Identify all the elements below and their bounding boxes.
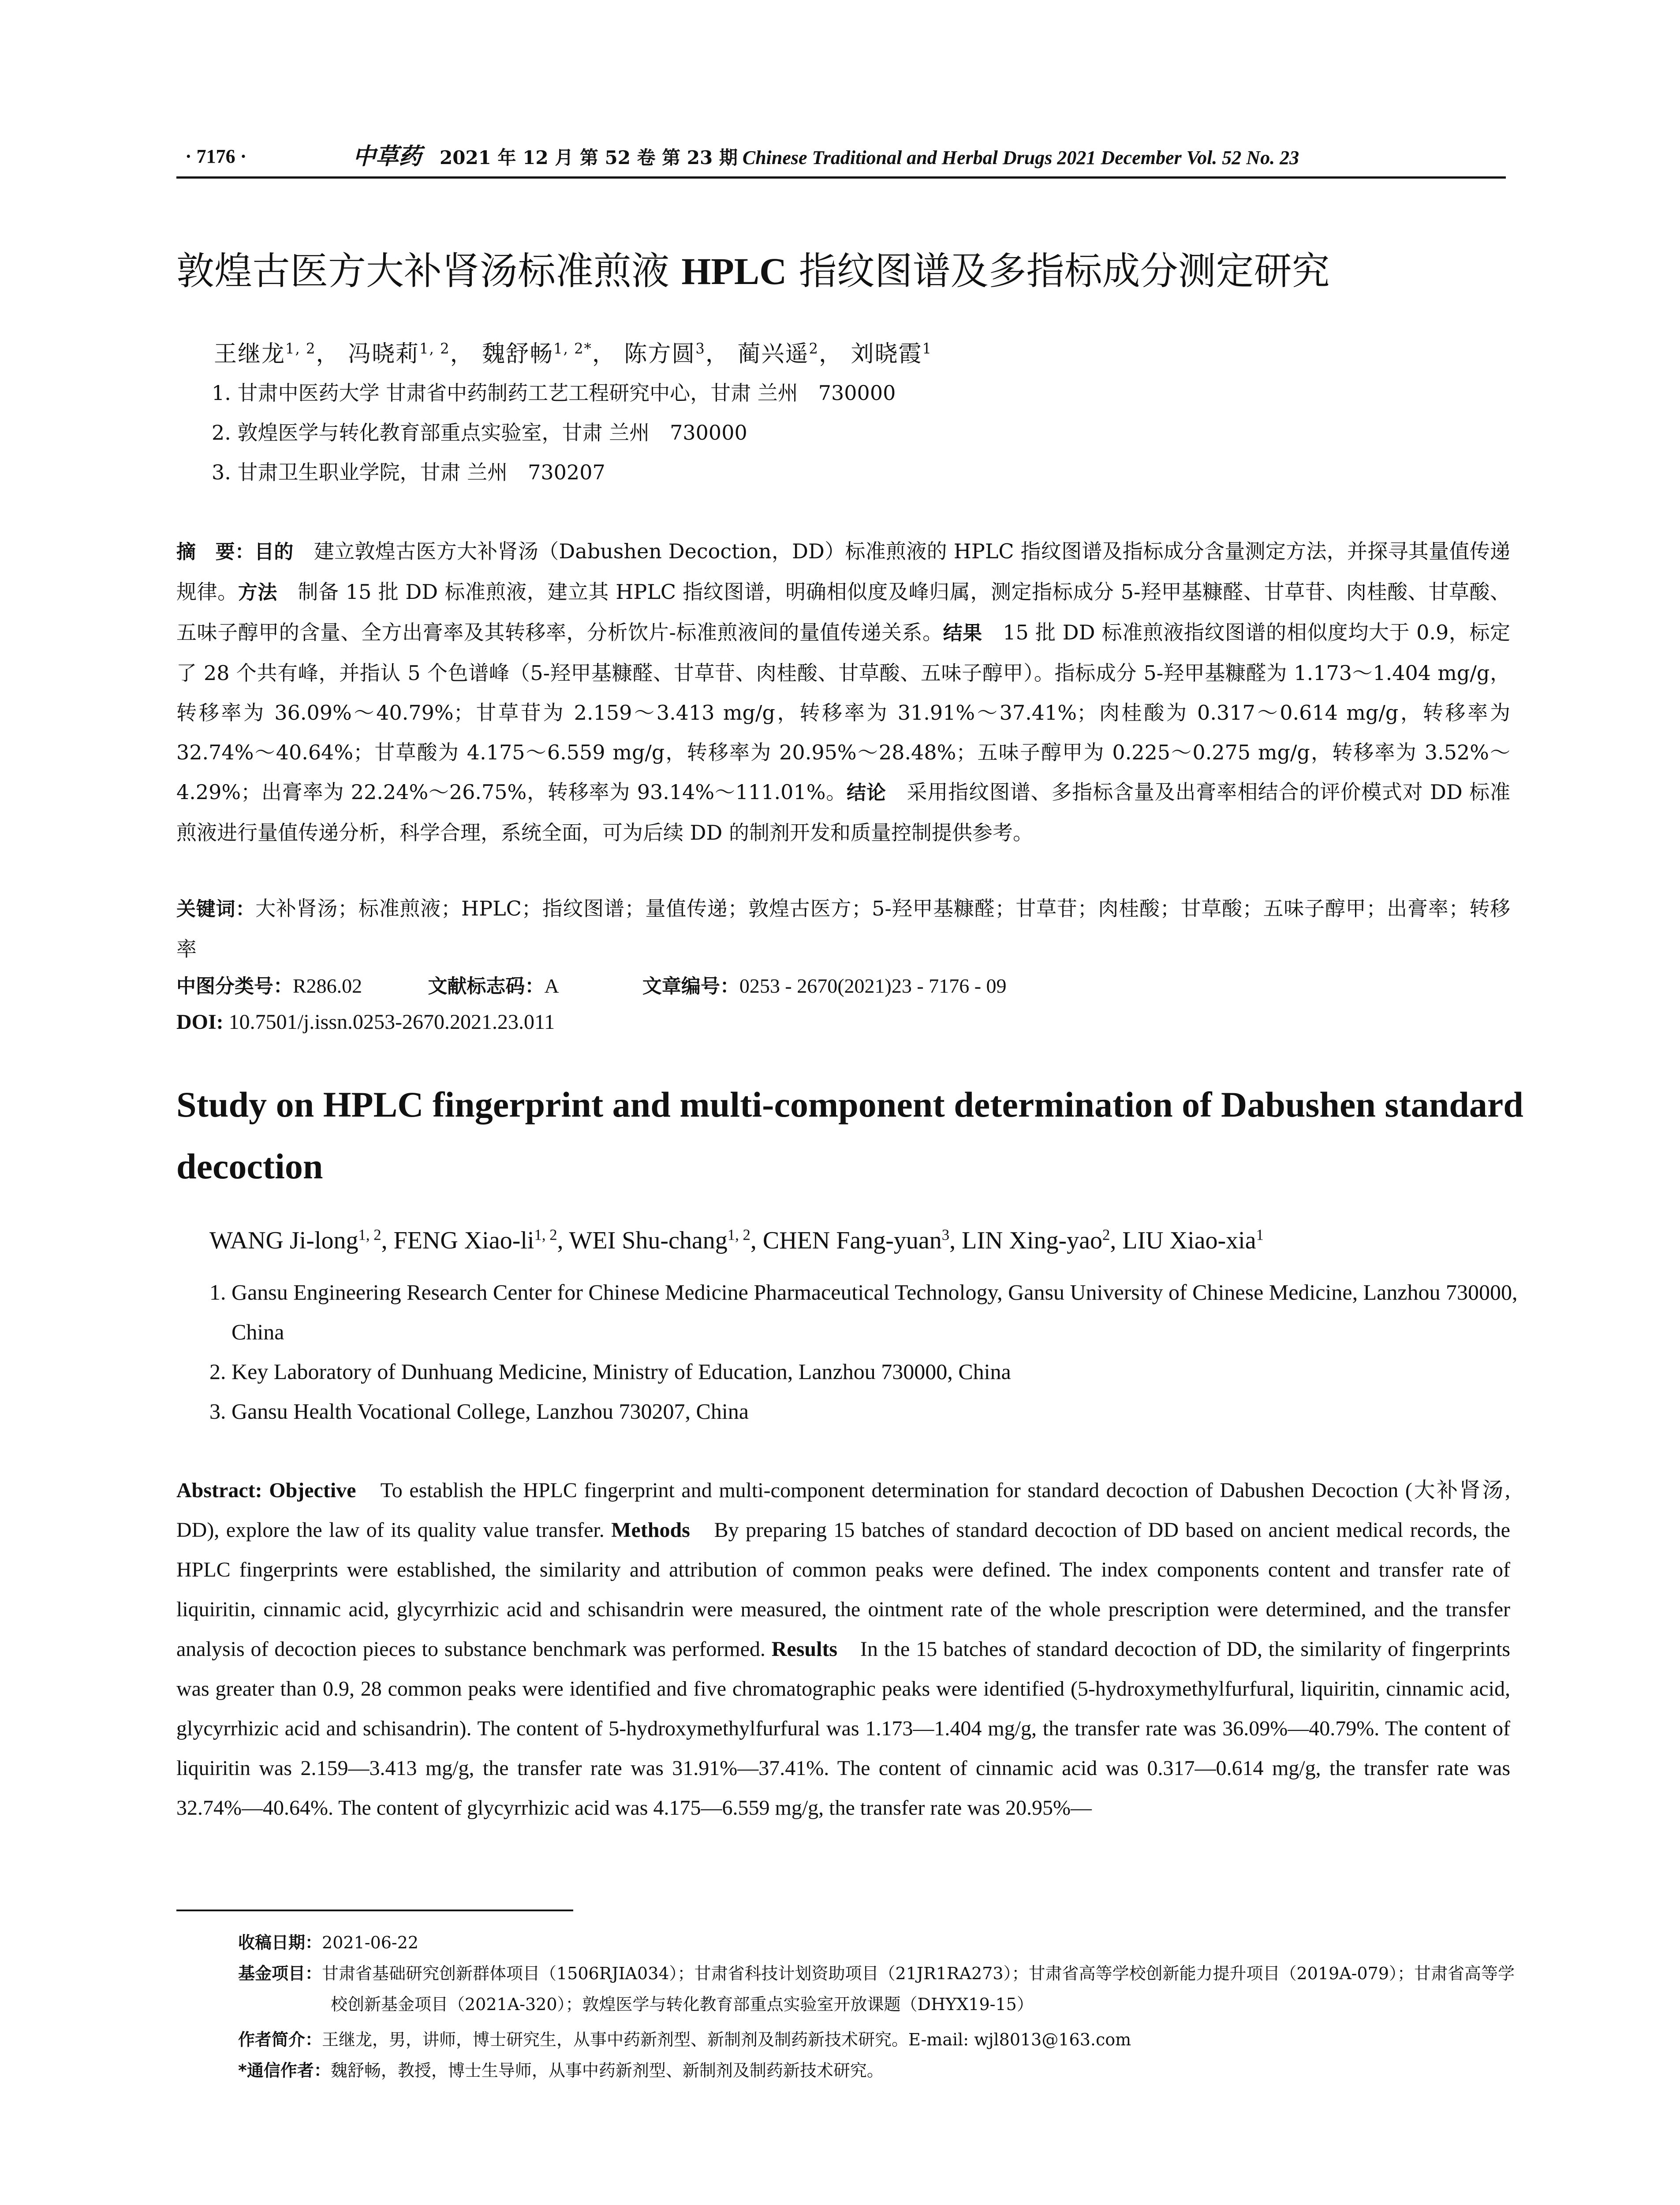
- author: [569, 1227, 763, 1254]
- chinese-authors: [214, 335, 932, 368]
- author-affil-sup: 1, 2: [534, 1226, 557, 1243]
- objective-label: 目的: [254, 541, 294, 563]
- author-name: 冯晓莉: [348, 341, 420, 367]
- author: 蔺兴遥$^2$，: [737, 340, 843, 367]
- footnote-divider: [176, 1910, 573, 1911]
- author-name: LIU Xiao-xia: [1122, 1226, 1256, 1254]
- received-value: 2021-06-22: [322, 1933, 419, 1952]
- english-affiliation-3: 3. Gansu Health Vocational College, Lanzhou 730207, China: [209, 1399, 749, 1424]
- running-header: [176, 137, 1506, 179]
- journal-info: [353, 137, 1299, 178]
- methods-label: 方法: [238, 581, 277, 604]
- doccode-label: 文献标志码：: [428, 975, 545, 998]
- english-authors: [209, 1226, 1264, 1255]
- corr-label: *通信作者：: [238, 2061, 331, 2080]
- chinese-keywords: [176, 889, 1510, 969]
- author: 王继龙$^{1, 2}$，: [214, 340, 340, 367]
- author-affil-sup: 1: [922, 340, 933, 357]
- conclusion-text: 采用指纹图谱、多指标含量及出膏率相结合的评价模式对 DD 标准煎液进行量值传递分析，科学合理，系统全面，可为后续 DD 的制剂开发和质量控制提供参考。: [176, 780, 1511, 845]
- author-separator: ,: [381, 1226, 394, 1254]
- clc-label: 中图分类号：: [176, 975, 293, 998]
- author-name: 陈方圆: [624, 341, 696, 367]
- doi-label: DOI:: [176, 1010, 224, 1034]
- objective-text: 建立敦煌古医方大补肾汤（Dabushen Decoction，DD）标准煎液的 HPLC 指纹图谱及指标成分含量测定方法，并探寻其量值传递规律。: [176, 539, 1511, 604]
- english-affiliation-1: 1. Gansu Engineering Research Center for Chinese Medicine Pharmaceutical Technology, Gansu University of Chinese Medicine, Lanzhou 730000, China: [209, 1280, 1518, 1344]
- journal-en-info: Chinese Traditional and Herbal Drugs 2021 December Vol. 52 No. 23: [742, 147, 1299, 168]
- chinese-abstract: [176, 531, 1510, 852]
- author-affil-sup: 3: [941, 1226, 950, 1243]
- author-name: CHEN Fang-yuan: [762, 1226, 942, 1254]
- footnote-received: [238, 1927, 1517, 1958]
- results-label: 结果: [943, 622, 982, 644]
- received-label: 收稿日期：: [238, 1933, 322, 1952]
- author: 冯晓莉$^{1, 2}$，: [348, 340, 474, 367]
- methods-text: By preparing 15 batches of standard decoction of DD based on ancient medical records, the HPLC fingerprints were established, the similarity and attribution of common peaks were defined. The index components content and transfer rate of liquiritin, cinnamic acid, glycyrrhizic acid and schisandrin were measured, the ointment rate of the whole prescription were determined, and the transfer analysis of decoction pieces to substance benchmark was performed.: [176, 1518, 1510, 1661]
- objective-text: To establish the HPLC fingerprint and multi-component determination for standard decoction of Dabushen Decoction (大补肾汤, DD), explore the law of its quality value transfer.: [176, 1479, 1510, 1542]
- author: [1122, 1227, 1264, 1254]
- methods-label: Methods: [611, 1518, 690, 1542]
- author-name: LIN Xing-yao: [962, 1226, 1102, 1254]
- abstract-label: 摘 要：: [176, 541, 255, 563]
- author-affil-sup: 3: [695, 340, 706, 357]
- doi-value: 10.7501/j.issn.0253-2670.2021.23.011: [223, 1010, 555, 1034]
- author-name: 王继龙: [214, 341, 286, 367]
- author-affil-sup: 1, 2: [419, 340, 450, 357]
- author-name: WEI Shu-chang: [569, 1226, 728, 1254]
- articleno-value: 0253 - 2670(2021)23 - 7176 - 09: [739, 975, 1007, 997]
- doccode-value: A: [544, 975, 559, 997]
- author-separator: ,: [1110, 1226, 1123, 1254]
- fund-label: 基金项目：: [238, 1964, 322, 1983]
- author: [394, 1227, 569, 1254]
- author-name: 刘晓霞: [851, 341, 922, 367]
- footnote-fund: [238, 1958, 1517, 2020]
- chinese-affiliation-2: 2. 敦煌医学与转化教育部重点实验室，甘肃 兰州 730000: [212, 421, 747, 445]
- chinese-title-part2: HPLC: [681, 250, 787, 292]
- doi-line: [176, 1010, 555, 1034]
- author-affil-sup: 2: [1102, 1226, 1110, 1243]
- english-affiliation-2: 2. Key Laboratory of Dunhuang Medicine, Ministry of Education, Lanzhou 730000, China: [209, 1359, 1011, 1384]
- journal-logo: 中草药: [353, 143, 422, 170]
- chinese-title: [176, 240, 1330, 295]
- clc-value: R286.02: [293, 975, 362, 997]
- keywords-text: 大补肾汤；标准煎液；HPLC；指纹图谱；量值传递；敦煌古医方；5-羟甲基糠醛；甘草苷；肉桂酸；甘草酸；五味子醇甲；出膏率；转移率: [176, 897, 1510, 961]
- author-affil-sup: 1, 2: [358, 1226, 381, 1243]
- english-abstract: [176, 1471, 1510, 1828]
- articleno-label: 文章编号：: [642, 975, 739, 998]
- author-affil-sup: 2: [809, 340, 819, 357]
- author: [962, 1227, 1122, 1254]
- results-label: Results: [771, 1637, 838, 1661]
- author: [209, 1227, 394, 1254]
- objective-label: Objective: [269, 1479, 356, 1502]
- results-text: 15 批 DD 标准煎液指纹图谱的相似度均大于 0.9，标定了 28 个共有峰，并指认 5 个色谱峰（5-羟甲基糠醛、甘草苷、肉桂酸、甘草酸、五味子醇甲）。指标成分 5-羟甲基糠醛为 1.173～1.404 mg/g，转移率为 36.09%～40.79%；甘草苷为 2.159～3.413 mg/g，转移率为 31.91%～37.41%；肉桂酸为 0.317～0.614 mg/g，转移率为 32.74%～40.64%；甘草酸为 4.175～6.559 mg/g，转移率为 20.95%～28.48%；五味子醇甲为 0.225～0.275 mg/g，转移率为 3.52%～4.29%；出膏率为 22.24%～26.75%，转移率为 93.14%～111.01%。: [176, 620, 1510, 804]
- chinese-title-part3: 指纹图谱及多指标成分测定研究: [787, 249, 1330, 293]
- author: [763, 1227, 962, 1254]
- author: [851, 341, 933, 367]
- english-title: Study on HPLC fingerprint and multi-component determination of Dabushen standard decoction: [176, 1084, 1523, 1186]
- journal-cn-info: 2021 年 12 月 第 52 卷 第 23 期: [440, 147, 738, 168]
- methods-text: 制备 15 批 DD 标准煎液，建立其 HPLC 指纹图谱，明确相似度及峰归属，测定指标成分 5-羟甲基糠醛、甘草苷、肉桂酸、甘草酸、五味子醇甲的含量、全方出膏率及其转移率，分析饮片-标准煎液间的量值传递关系。: [176, 580, 1510, 644]
- author-name: WANG Ji-long: [209, 1226, 358, 1254]
- abstract-label: Abstract:: [176, 1479, 262, 1502]
- footnote-author-bio: [238, 2024, 1517, 2055]
- author-separator: ,: [557, 1226, 569, 1254]
- author-affil-sup: 1, 2: [727, 1226, 750, 1243]
- bio-label: 作者简介：: [238, 2030, 322, 2049]
- chinese-affiliation-3: 3. 甘肃卫生职业学院，甘肃 兰州 730207: [212, 460, 605, 484]
- fund-value: 甘肃省基础研究创新群体项目（1506RJIA034）；甘肃省科技计划资助项目（21JR1RA273）；甘肃省高等学校创新能力提升项目（2019A-079）；甘肃省高等学校创新基金项目（2021A-320）；敦煌医学与转化教育部重点实验室开放课题（DHYX19-15）: [322, 1964, 1515, 2014]
- results-text: In the 15 batches of standard decoction of DD, the similarity of fingerprints was greater than 0.9, 28 common peaks were identified and five chromatographic peaks were identified (5-hydroxymethylfurfural, liquiritin, cinnamic acid, glycyrrhizic acid and schisandrin). The content of 5-hydroxymethylfurfural was 1.173—1.404 mg/g, the transfer rate was 36.09%—40.79%. The content of liquiritin was 2.159—3.413 mg/g, the transfer rate was 31.91%—37.41%. The content of cinnamic acid was 0.317—0.614 mg/g, the transfer rate was 32.74%—40.64%. The content of glycyrrhizic acid was 4.175—6.559 mg/g, the transfer rate was 20.95%—: [176, 1637, 1510, 1820]
- classification-line: [176, 970, 1007, 998]
- chinese-title-part1: 敦煌古医方大补肾汤标准煎液: [176, 249, 682, 293]
- author: 陈方圆$^3$，: [624, 340, 729, 367]
- keywords-label: 关键词：: [176, 898, 256, 920]
- chinese-affiliation-1: 1. 甘肃中医药大学 甘肃省中药制药工艺工程研究中心，甘肃 兰州 730000: [212, 381, 896, 405]
- author-affil-sup: 1, 2: [285, 340, 316, 357]
- author-separator: ,: [949, 1226, 962, 1254]
- author-affil-sup: 1, 2*: [553, 340, 592, 357]
- author-name: 蔺兴遥: [737, 341, 809, 367]
- author-separator: ,: [750, 1226, 763, 1254]
- bio-value: 王继龙，男，讲师，博士研究生，从事中药新剂型、新制剂及制药新技术研究。E-mail: wjl8013@163.com: [322, 2030, 1131, 2049]
- footnote-corresponding: [238, 2055, 1517, 2086]
- author: 魏舒畅$^{1, 2*}$，: [482, 340, 616, 367]
- page-number: · 7176 ·: [185, 146, 247, 167]
- author-name: 魏舒畅: [482, 341, 554, 367]
- conclusion-label: 结论: [847, 781, 886, 804]
- author-name: FENG Xiao-li: [393, 1226, 534, 1254]
- author-affil-sup: 1: [1256, 1226, 1264, 1243]
- corr-value: 魏舒畅，教授，博士生导师，从事中药新剂型、新制剂及制药新技术研究。: [330, 2061, 884, 2080]
